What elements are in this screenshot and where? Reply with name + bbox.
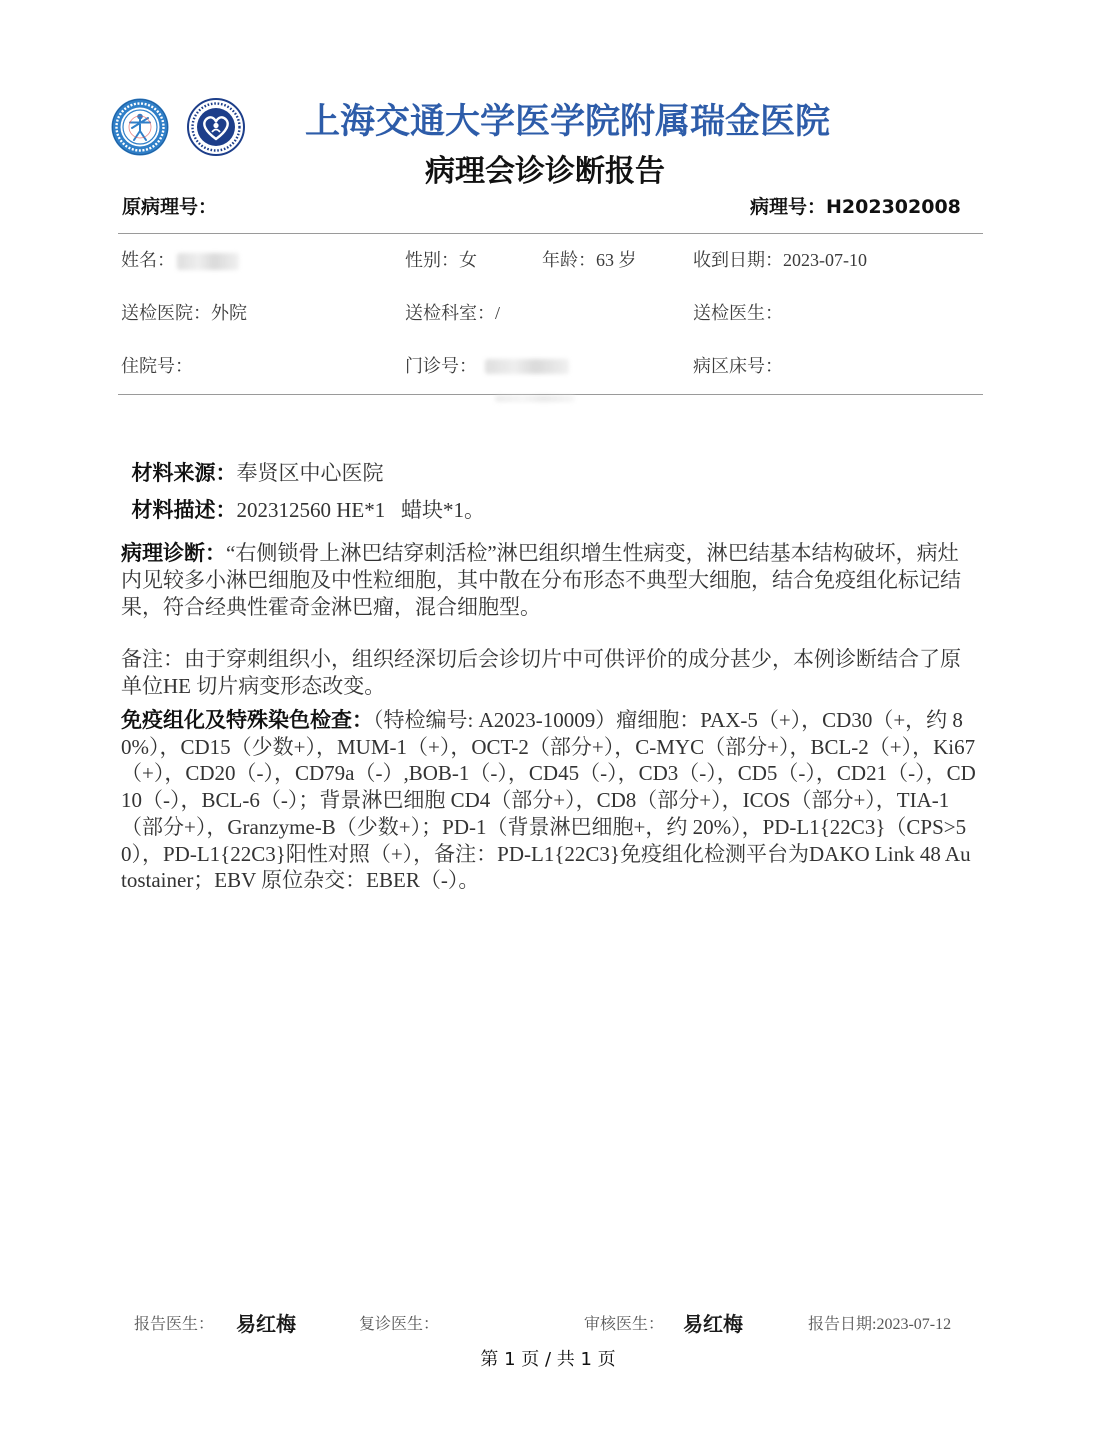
ruijin-hospital-emblem-icon bbox=[110, 97, 170, 157]
redacted-name bbox=[177, 253, 239, 270]
material-description-value: 202312560 HE*1 蜡块*1。 bbox=[236, 498, 485, 522]
received-date-value: 2023-07-10 bbox=[783, 250, 867, 270]
reporting-doctor-label: 报告医生： bbox=[134, 1316, 215, 1333]
redaction-smudge bbox=[495, 395, 575, 402]
reporting-doctor-signature: 易红梅 bbox=[236, 1314, 296, 1336]
top-divider bbox=[118, 233, 983, 234]
approving-doctor-label: 审核医生： bbox=[584, 1316, 665, 1333]
received-date-label: 收到日期： bbox=[693, 250, 783, 270]
remark-label: 备注： bbox=[121, 647, 184, 671]
report-date-value: 2023-07-12 bbox=[876, 1316, 952, 1333]
ihc-text: （特检编号: A2023-10009）瘤细胞：PAX-5（+），CD30（+，约 80%），CD15（少数+），MUM-1（+），OCT-2（部分+），C-MYC（部分+），BCL-2（+），Ki67（+），CD20（-），CD79a（-）,BOB-1（-），CD45（-），CD3（-），CD5（-），CD21（-），CD10（-），BCL-6（-）；背景淋巴细胞 CD4（部分+），CD8（部分+），ICOS（部分+），TIA-1（部分+），Granzyme-B（少数+）；PD-1（背景淋巴细胞+，约 20%），PD-L1{22C3}（CPS>50），PD-L1{22C3}阳性对照（+），备注：PD-L1{22C3}免疫组化检测平台为DAKO Link 48 Autostainer；EBV 原位杂交：EBER（-）。 bbox=[121, 708, 976, 893]
submitting-hospital-field bbox=[121, 303, 247, 323]
submitting-doctor-label: 送检医生： bbox=[693, 303, 783, 323]
heart-emblem-icon bbox=[186, 97, 246, 157]
outpatient-no-label: 门诊号： bbox=[405, 356, 477, 376]
gender-label: 性别： bbox=[405, 250, 459, 270]
page-number: 第 1 页 / 共 1 页 bbox=[480, 1349, 616, 1370]
gender-value: 女 bbox=[459, 250, 477, 270]
redacted-outpatient-no bbox=[485, 359, 569, 374]
submitting-hospital-label: 送检医院： bbox=[121, 303, 211, 323]
remark bbox=[121, 646, 976, 700]
pathology-no-label: 病理号： bbox=[750, 196, 827, 218]
material-source-value: 奉贤区中心医院 bbox=[236, 461, 384, 485]
remark-text: 由于穿刺组织小，组织经深切后会诊切片中可供评价的成分甚少，本例诊断结合了原单位HE 切片病变形态改变。 bbox=[121, 647, 961, 698]
immunohistochemistry bbox=[121, 707, 976, 894]
diagnosis-label: 病理诊断： bbox=[121, 541, 226, 565]
material-description bbox=[121, 474, 485, 522]
inpatient-no-label: 住院号： bbox=[121, 356, 193, 376]
material-description-label: 材料描述： bbox=[131, 498, 237, 522]
ihc-label: 免疫组化及特殊染色检查： bbox=[121, 708, 373, 732]
submitting-hospital-value: 外院 bbox=[211, 303, 247, 323]
received-date-field bbox=[693, 250, 867, 270]
diagnosis-text: “右侧锁骨上淋巴结穿刺活检”淋巴组织增生性病变，淋巴结基本结构破坏，病灶内见较多小淋巴细胞及中性粒细胞，其中散在分布形态不典型大细胞，结合免疫组化标记结果，符合经典性霍奇金淋巴瘤，混合细胞型。 bbox=[121, 541, 961, 619]
report-title: 病理会诊诊断报告 bbox=[425, 154, 665, 189]
review-doctor-label: 复诊医生： bbox=[359, 1316, 440, 1333]
approving-doctor-signature: 易红梅 bbox=[683, 1314, 743, 1336]
report-date-label: 报告日期: bbox=[808, 1316, 877, 1333]
submitting-department-label: 送检科室： bbox=[405, 303, 495, 323]
age-label: 年龄： bbox=[542, 250, 596, 270]
name-label: 姓名： bbox=[121, 250, 175, 270]
submitting-department-field bbox=[405, 303, 500, 323]
report-date bbox=[808, 1316, 951, 1334]
pathology-no-value: H202302008 bbox=[826, 196, 961, 218]
gender-field bbox=[405, 250, 477, 270]
material-source-label: 材料来源： bbox=[131, 461, 237, 485]
age-value: 63 岁 bbox=[596, 250, 637, 270]
original-pathology-no-label: 原病理号： bbox=[122, 196, 218, 218]
pathology-diagnosis bbox=[121, 540, 976, 621]
ward-bed-label: 病区床号： bbox=[693, 356, 783, 376]
submitting-department-value: / bbox=[495, 303, 501, 323]
age-field bbox=[542, 250, 637, 270]
hospital-name: 上海交通大学医学院附属瑞金医院 bbox=[305, 102, 831, 141]
pathology-no bbox=[750, 196, 961, 218]
